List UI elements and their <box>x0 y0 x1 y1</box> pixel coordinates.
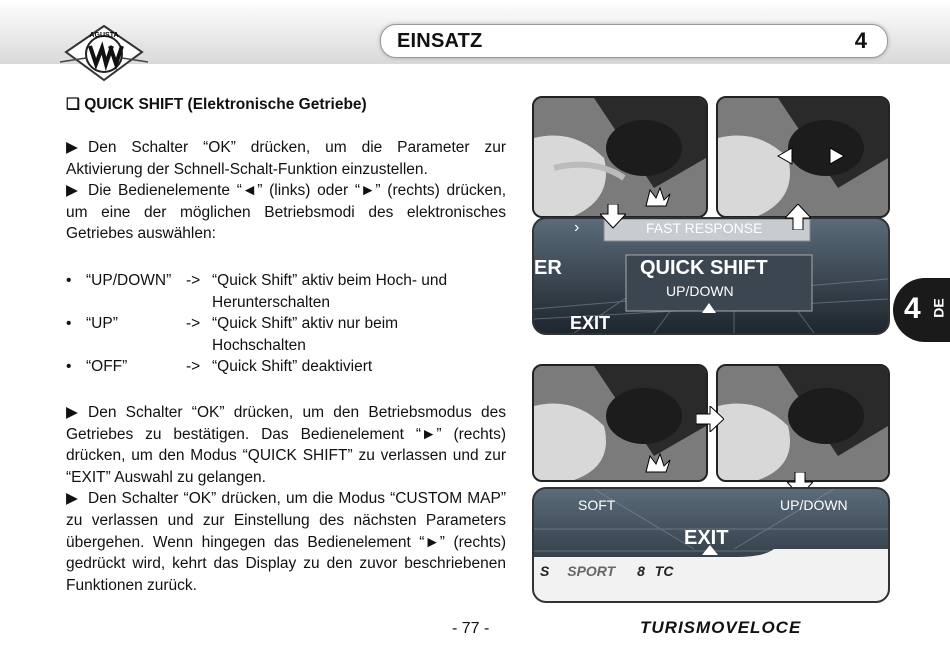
mode-tc-label: TC <box>654 563 674 579</box>
brand-wordmark: TURISMOVELOCE <box>640 618 802 637</box>
chapter-number: 4 <box>854 28 867 53</box>
mode-options-list <box>66 270 506 378</box>
mode-sport-label: SPORT <box>567 563 616 579</box>
mode-number: 8 <box>637 563 645 579</box>
paragraph: ▶ Die Bedienelemente “◄” (links) oder “►” (rechts) drücken, um eine der möglichen Betriebsmodi des elektronisches Getriebes auswählen: <box>66 182 506 243</box>
play-bullet-icon: ▶ <box>66 182 78 200</box>
right-arrow-icon <box>696 406 724 432</box>
display-left-arrow: › <box>574 219 580 236</box>
page-number: - 77 - <box>452 620 490 637</box>
display-menu-item: FAST RESPONSE <box>646 220 763 236</box>
dashboard-display-quickshift <box>532 217 890 335</box>
chapter-title: EINSATZ <box>397 30 483 52</box>
down-arrow-icon <box>600 204 626 230</box>
display-exit: EXIT <box>570 313 611 333</box>
side-tab-language: DE <box>930 298 947 318</box>
list-item: • “UP” -> “Quick Shift” aktiv nur beim <box>66 315 399 333</box>
list-item: • “OFF” -> “Quick Shift” deaktiviert <box>66 358 373 376</box>
up-arrow-icon <box>785 204 811 230</box>
section-heading <box>66 95 367 114</box>
display-sub-label: UP/DOWN <box>666 283 734 299</box>
handlebar-photo-left-right <box>716 96 890 218</box>
side-tab-number: 4 <box>904 292 921 325</box>
hand-pointer-icon <box>642 184 672 208</box>
mv-agusta-logo <box>60 22 148 84</box>
hand-pointer-icon <box>642 450 672 474</box>
list-item-continuation: Herunterschalten <box>212 293 331 311</box>
handlebar-photo-ok-press <box>532 364 708 482</box>
paragraph: ▶ Den Schalter “OK” drücken, um den Betriebsmodus des Getriebes zu bestätigen. Das Bedienelement “►” (rechts) drücken, um den Modus “QUICK SHIFT” zu verlassen und zur “EXIT” Auswahl zu gelangen. <box>66 404 506 486</box>
paragraph: ▶ Den Schalter “OK” drücken, um die Parameter zur Aktivierung der Schnell-Schalt-Funktion einzustellen. <box>66 139 506 178</box>
display-main-label: QUICK SHIFT <box>640 257 768 279</box>
handlebar-photo-right-press <box>716 364 890 482</box>
paragraph: ▶ Den Schalter “OK” drücken, um die Modus “CUSTOM MAP” zu verlassen und zur Einstellung des nächsten Parameters übergehen. Wenn hingegen das Bedienelement “►” (rechts) gedrückt wird, kehrt das Display zu den zuvor beschriebenen Funktionen zurück. <box>66 490 506 594</box>
display-left-option: SOFT <box>578 497 616 513</box>
list-item: • “UP/DOWN” -> “Quick Shift” aktiv beim Hoch- und <box>66 272 448 289</box>
mode-s-label: S <box>540 563 550 579</box>
display-fragment: ER <box>534 257 562 279</box>
riding-mode-bar <box>540 563 770 583</box>
dashboard-display-exit <box>532 487 890 603</box>
section-title: QUICK SHIFT (Elektronische Getriebe) <box>84 96 367 113</box>
display-right-option: UP/DOWN <box>780 497 848 513</box>
chapter-title-bar <box>380 24 888 58</box>
handlebar-photo-left-press <box>532 96 708 218</box>
intro-paragraphs <box>66 137 506 245</box>
chapter-side-tab <box>893 278 950 342</box>
display-exit: EXIT <box>684 527 729 549</box>
play-bullet-icon: ▶ <box>66 139 78 156</box>
play-bullet-icon: ▶ <box>66 404 78 421</box>
closing-paragraphs <box>66 402 506 596</box>
play-bullet-icon: ▶ <box>66 490 78 508</box>
list-item-continuation: Hochschalten <box>212 336 306 354</box>
checkbox-icon: ❑ <box>66 96 80 113</box>
logo-text: AGUSTA <box>89 32 119 39</box>
